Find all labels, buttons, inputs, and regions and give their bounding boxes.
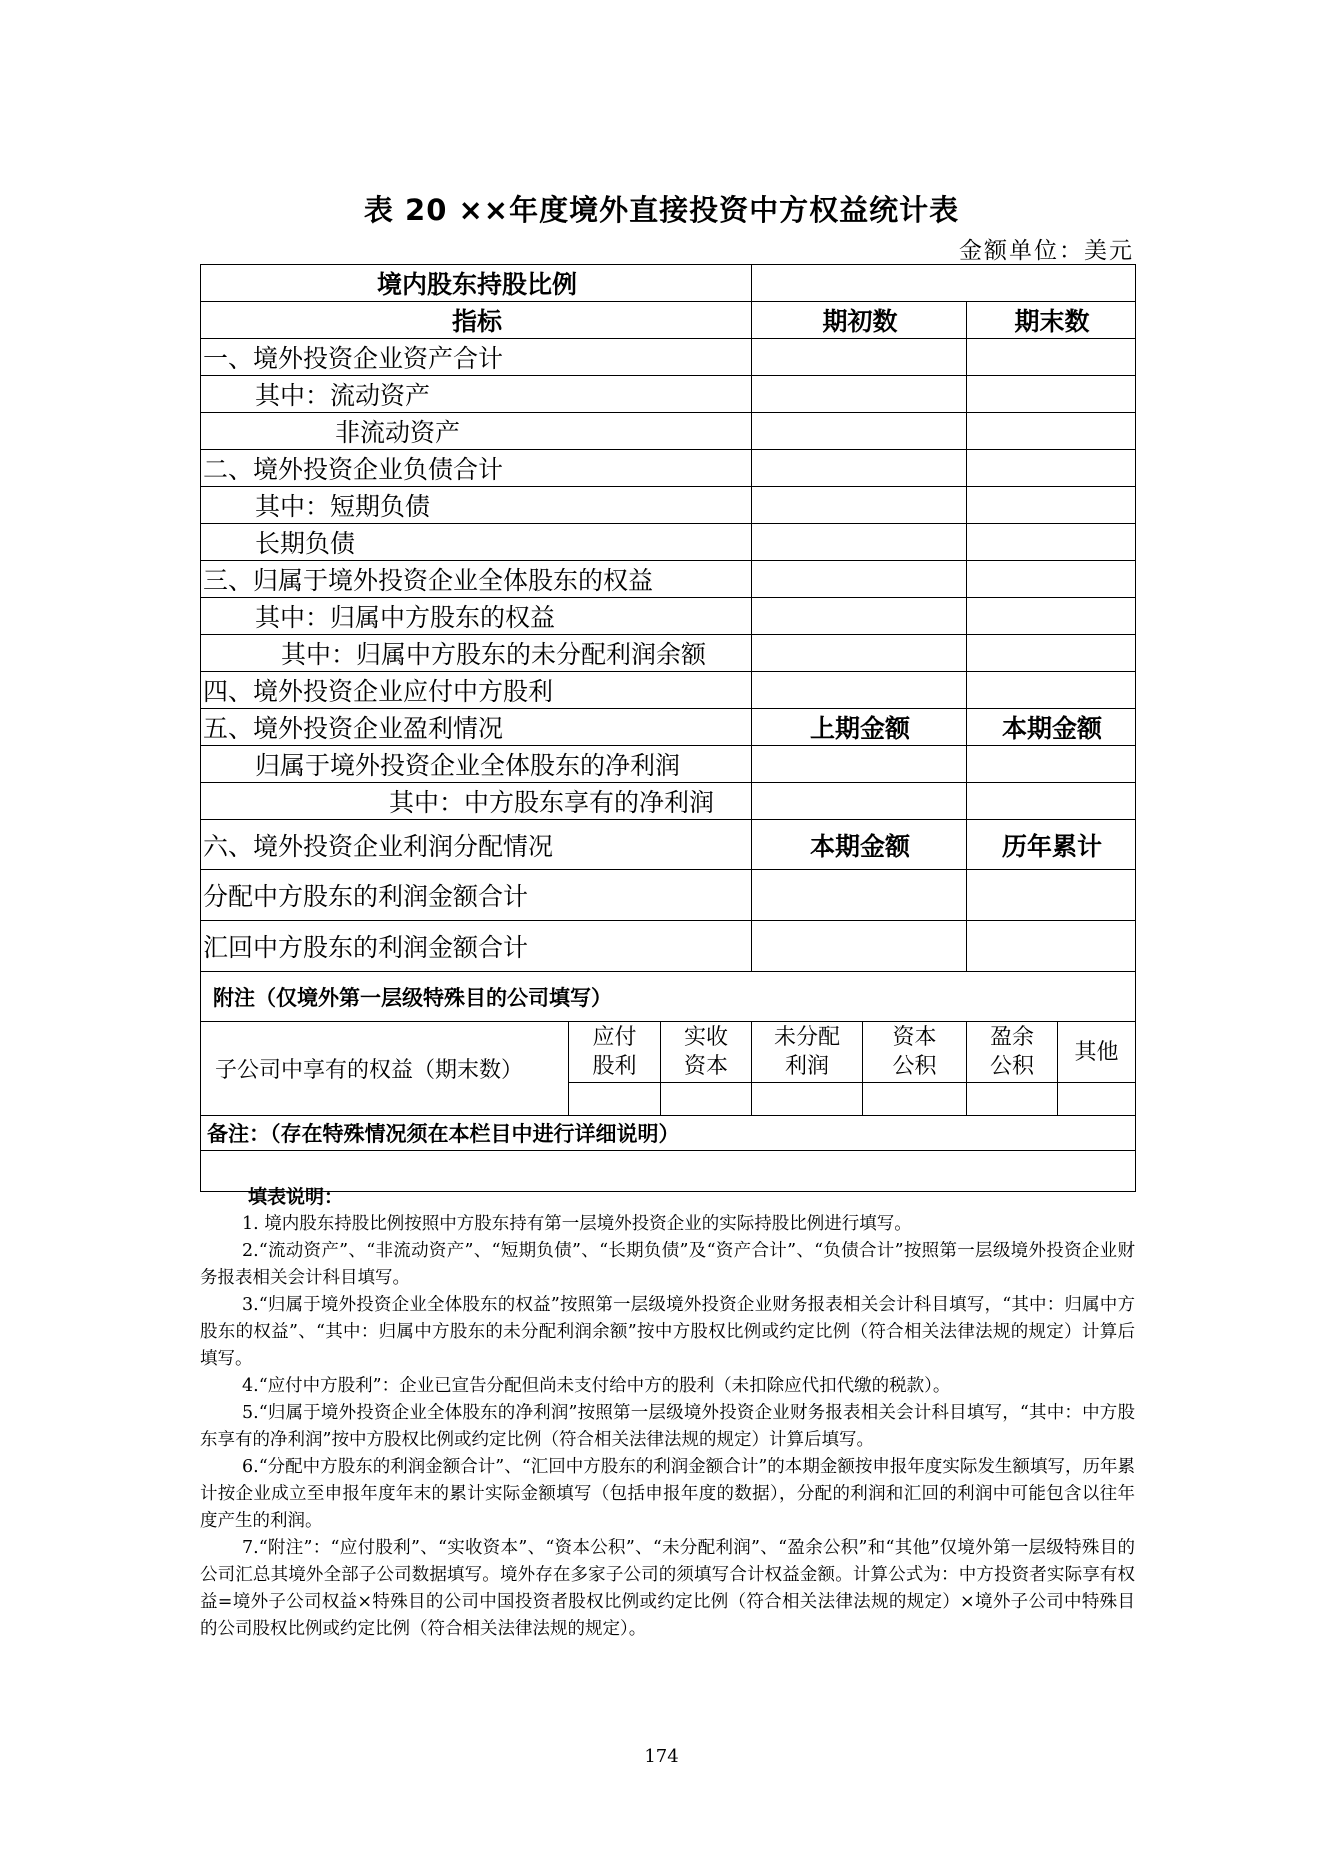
begin-value[interactable] <box>752 672 967 709</box>
instruction-item: 1. 境内股东持股比例按照中方股东持有第一层境外投资企业的实际持股比例进行填写。 <box>242 1214 912 1234</box>
begin-value[interactable] <box>752 450 967 487</box>
row-label: 非流动资产 <box>201 413 752 450</box>
row-label: 三、归属于境外投资企业全体股东的权益 <box>201 561 752 598</box>
table-row <box>201 561 1136 598</box>
curr-amount[interactable] <box>967 783 1136 820</box>
table-row <box>201 635 1136 672</box>
end-value[interactable] <box>967 598 1136 635</box>
table-row <box>201 672 1136 709</box>
table-row <box>201 339 1136 376</box>
prev-amount[interactable] <box>752 783 967 820</box>
remark-label: 备注：（存在特殊情况须在本栏目中进行详细说明） <box>201 1116 1136 1151</box>
subsidiary-value[interactable] <box>967 1083 1058 1116</box>
begin-value[interactable] <box>752 524 967 561</box>
row-label: 一、境外投资企业资产合计 <box>201 339 752 376</box>
instruction-item: 2.“流动资产”、“非流动资产”、“短期负债”、“长期负债”及“资产合计”、“负债合计”按照第一层级境外投资企业财务报表相关会计科目填写。 <box>200 1241 1135 1288</box>
page-title: 表 20 ××年度境外直接投资中方权益统计表 <box>363 193 960 227</box>
profit-col1: 上期金额 <box>752 709 967 746</box>
instruction-item: 7.“附注”：“应付股利”、“实收资本”、“资本公积”、“未分配利润”、“盈余公积”和“其他”仅境外第一层级特殊目的公司汇总其境外全部子公司数据填写。境外存在多家子公司的须填写合计权益金额。计算公式为：中方投资者实际享有权益=境外子公司权益×特殊目的公司中国投资者股权比例或约定比例（符合相关法律法规的规定）×境外子公司中特殊目的公司股权比例或约定比例（符合相关法律法规的规定）。 <box>200 1538 1135 1639</box>
end-value[interactable] <box>967 413 1136 450</box>
subsidiary-value[interactable] <box>752 1083 863 1116</box>
equity-statistics-table <box>200 264 1136 1192</box>
row-label: 四、境外投资企业应付中方股利 <box>201 672 752 709</box>
profit-label: 五、境外投资企业盈利情况 <box>201 709 752 746</box>
row-label: 其中：归属中方股东的权益 <box>201 598 752 635</box>
table-row <box>201 524 1136 561</box>
share-ratio-value[interactable] <box>752 265 1136 302</box>
begin-value[interactable] <box>752 561 967 598</box>
table-row <box>201 746 1136 783</box>
table-row <box>201 376 1136 413</box>
end-value[interactable] <box>967 561 1136 598</box>
fill-instructions <box>200 1184 1135 1643</box>
end-value[interactable] <box>967 635 1136 672</box>
instruction-item: 5.“归属于境外投资企业全体股东的净利润”按照第一层级境外投资企业财务报表相关会计科目填写，“其中：中方股东享有的净利润”按中方股权比例或约定比例（符合相关法律法规的规定）计算后填写。 <box>200 1403 1135 1450</box>
subsidiary-col-header: 应付 股利 <box>569 1022 661 1083</box>
subsidiary-col-header: 实收 资本 <box>661 1022 752 1083</box>
end-value[interactable] <box>967 450 1136 487</box>
row-label: 二、境外投资企业负债合计 <box>201 450 752 487</box>
end-value[interactable] <box>967 487 1136 524</box>
table-row <box>201 709 1136 746</box>
row-label: 汇回中方股东的利润金额合计 <box>201 921 752 972</box>
subsidiary-value[interactable] <box>863 1083 967 1116</box>
subsidiary-value[interactable] <box>661 1083 752 1116</box>
end-value[interactable] <box>967 524 1136 561</box>
subsidiary-col-header: 资本 公积 <box>863 1022 967 1083</box>
subsidiary-col-header: 未分配 利润 <box>752 1022 863 1083</box>
share-ratio-label: 境内股东持股比例 <box>201 265 752 302</box>
table-row <box>201 450 1136 487</box>
curr-amount[interactable] <box>752 921 967 972</box>
distribution-label: 六、境外投资企业利润分配情况 <box>201 820 752 870</box>
row-label: 其中：中方股东享有的净利润 <box>201 783 752 820</box>
row-label: 分配中方股东的利润金额合计 <box>201 870 752 921</box>
table-row <box>201 413 1136 450</box>
prev-amount[interactable] <box>752 746 967 783</box>
subsidiary-col-header: 盈余 公积 <box>967 1022 1058 1083</box>
instructions-heading: 填表说明： <box>248 1186 344 1208</box>
begin-value[interactable] <box>752 598 967 635</box>
header-end: 期末数 <box>967 302 1136 339</box>
begin-value[interactable] <box>752 339 967 376</box>
begin-value[interactable] <box>752 376 967 413</box>
dist-col1: 本期金额 <box>752 820 967 870</box>
row-label: 其中：短期负债 <box>201 487 752 524</box>
table-row <box>201 921 1136 972</box>
cumulative-amount[interactable] <box>967 870 1136 921</box>
subsidiary-equity-label: 子公司中享有的权益（期末数） <box>201 1022 569 1116</box>
subsidiary-col-header: 其他 <box>1058 1022 1136 1083</box>
begin-value[interactable] <box>752 635 967 672</box>
header-indicator: 指标 <box>201 302 752 339</box>
end-value[interactable] <box>967 672 1136 709</box>
row-label: 长期负债 <box>201 524 752 561</box>
table-row <box>201 783 1136 820</box>
row-label: 其中：流动资产 <box>201 376 752 413</box>
amount-unit: 金额单位：美元 <box>959 238 1134 264</box>
begin-value[interactable] <box>752 487 967 524</box>
cumulative-amount[interactable] <box>967 921 1136 972</box>
end-value[interactable] <box>967 339 1136 376</box>
row-label: 归属于境外投资企业全体股东的净利润 <box>201 746 752 783</box>
curr-amount[interactable] <box>752 870 967 921</box>
dist-col2: 历年累计 <box>967 820 1136 870</box>
begin-value[interactable] <box>752 413 967 450</box>
instruction-item: 6.“分配中方股东的利润金额合计”、“汇回中方股东的利润金额合计”的本期金额按申报年度实际发生额填写，历年累计按企业成立至申报年度年末的累计实际金额填写（包括申报年度的数据），分配的利润和汇回的利润中可能包含以往年度产生的利润。 <box>200 1457 1135 1531</box>
appendix-note: 附注（仅境外第一层级特殊目的公司填写） <box>201 972 1136 1022</box>
instruction-item: 3.“归属于境外投资企业全体股东的权益”按照第一层级境外投资企业财务报表相关会计科目填写，“其中：归属中方股东的权益”、“其中：归属中方股东的未分配利润余额”按中方股权比例或约定比例（符合相关法律法规的规定）计算后填写。 <box>200 1295 1135 1369</box>
instruction-item: 4.“应付中方股利”：企业已宣告分配但尚未支付给中方的股利（未扣除应代扣代缴的税款）。 <box>242 1376 951 1396</box>
page-number: 174 <box>644 1746 679 1767</box>
profit-col2: 本期金额 <box>967 709 1136 746</box>
subsidiary-value[interactable] <box>569 1083 661 1116</box>
subsidiary-value[interactable] <box>1058 1083 1136 1116</box>
end-value[interactable] <box>967 376 1136 413</box>
table-row <box>201 820 1136 870</box>
row-label: 其中：归属中方股东的未分配利润余额 <box>201 635 752 672</box>
curr-amount[interactable] <box>967 746 1136 783</box>
table-row <box>201 487 1136 524</box>
header-begin: 期初数 <box>752 302 967 339</box>
table-row <box>201 598 1136 635</box>
table-row <box>201 870 1136 921</box>
